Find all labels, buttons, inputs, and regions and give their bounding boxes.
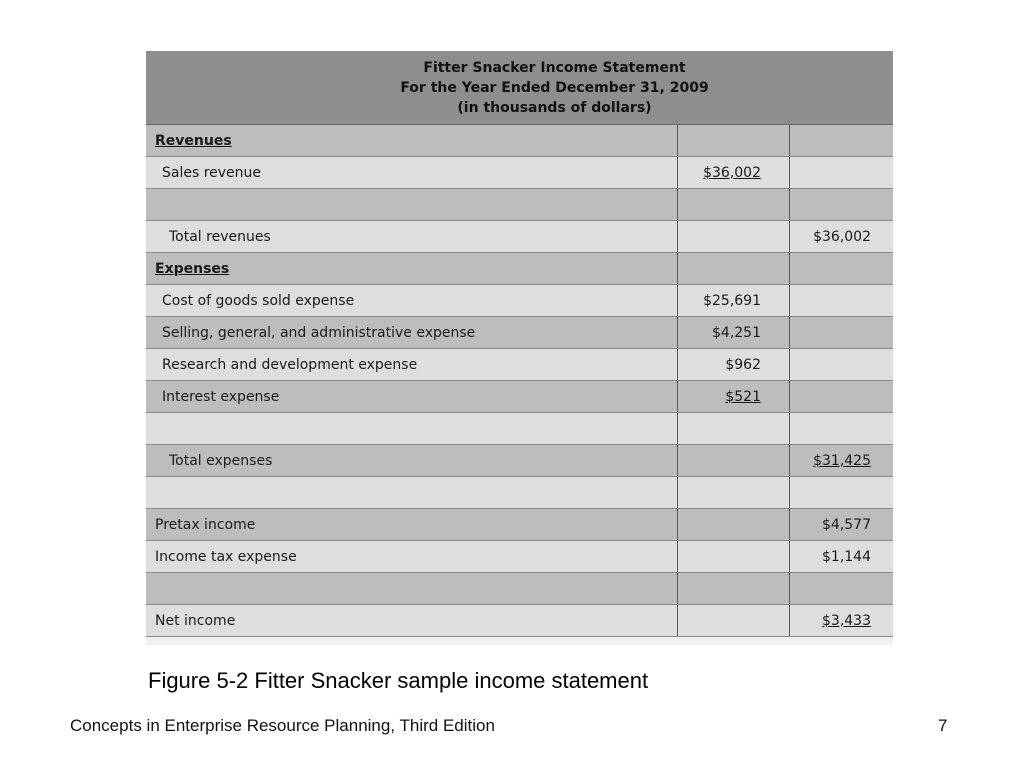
- table-row: [146, 285, 893, 317]
- table-row: [146, 509, 893, 541]
- statement-header: [146, 51, 893, 125]
- page-number: 7: [938, 716, 948, 735]
- income-statement-figure: [146, 51, 893, 645]
- row-label: Sales revenue: [162, 164, 262, 181]
- table-row: [146, 413, 893, 445]
- row-label: Research and development expense: [162, 356, 418, 373]
- table-row: [146, 477, 893, 509]
- section-heading-revenues: Revenues: [155, 132, 232, 149]
- row-amount: $962: [725, 356, 761, 373]
- section-heading-expenses: Expenses: [155, 260, 230, 277]
- table-row: [146, 605, 893, 637]
- row-amount: $36,002: [703, 164, 761, 181]
- row-total: $36,002: [813, 228, 871, 245]
- figure-caption: Figure 5-2 Fitter Snacker sample income statement: [148, 668, 649, 693]
- row-label: Total revenues: [169, 228, 271, 245]
- row-amount: $521: [725, 388, 761, 405]
- statement-table: [146, 125, 893, 637]
- row-label: Pretax income: [155, 516, 256, 533]
- statement-units: (in thousands of dollars): [457, 99, 652, 116]
- statement-title: Fitter Snacker Income Statement: [423, 59, 686, 76]
- row-label: Interest expense: [162, 388, 280, 405]
- table-bottom-edge: [146, 637, 893, 645]
- table-row: [146, 157, 893, 189]
- row-total: $4,577: [822, 516, 871, 533]
- row-label: Income tax expense: [155, 548, 297, 565]
- table-row: [146, 189, 893, 221]
- row-total: $3,433: [822, 612, 871, 629]
- table-row: [146, 253, 893, 285]
- row-label: Selling, general, and administrative expense: [162, 324, 476, 341]
- row-amount: $25,691: [703, 292, 761, 309]
- row-label: Total expenses: [169, 452, 273, 469]
- table-row: [146, 541, 893, 573]
- row-label: Cost of goods sold expense: [162, 292, 355, 309]
- table-row: [146, 125, 893, 157]
- table-row: [146, 381, 893, 413]
- row-total: $1,144: [822, 548, 871, 565]
- table-row: [146, 317, 893, 349]
- row-amount: $4,251: [712, 324, 761, 341]
- row-total: $31,425: [813, 452, 871, 469]
- footer-book-title: Concepts in Enterprise Resource Planning, Third Edition: [70, 716, 495, 735]
- table-row: [146, 349, 893, 381]
- row-label: Net income: [155, 612, 236, 629]
- table-row: [146, 445, 893, 477]
- table-row: [146, 573, 893, 605]
- statement-period: For the Year Ended December 31, 2009: [400, 79, 709, 96]
- table-row: [146, 221, 893, 253]
